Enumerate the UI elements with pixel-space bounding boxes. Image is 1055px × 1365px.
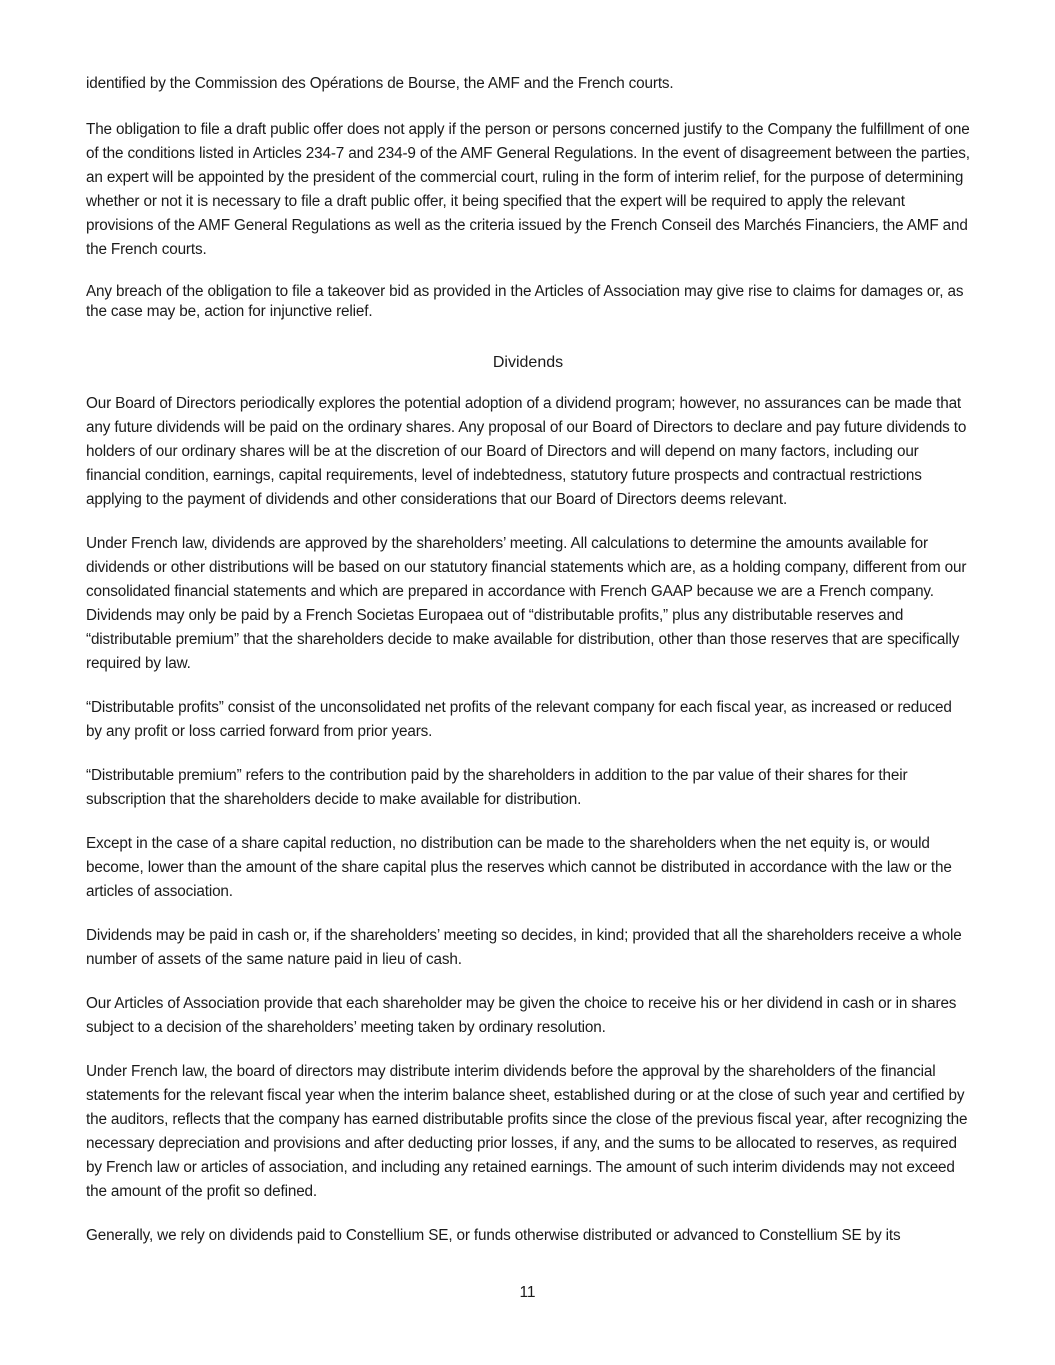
paragraph-distributable-profits: “Distributable profits” consist of the unconsolidated net profits of the relevant company for each fiscal year, as increased or reduced by any profit or loss carried forward from prior years.: [86, 699, 952, 740]
paragraph-dividend-program: Our Board of Directors periodically explores the potential adoption of a dividend program; however, no assurances can be made that any future dividends will be paid on the ordinary shares. Any proposal of our Board of Directors to declare and pay future dividends to holders of our ordinary shares will be at the discretion of our Board of Directors and will depend on many factors, including our financial condition, earnings, capital requirements, level of indebtedness, statutory future prospects and contractual restrictions applying to the payment of dividends and other considerations that our Board of Directors deems relevant.: [86, 395, 967, 508]
paragraph-intro: identified by the Commission des Opérations de Bourse, the AMF and the French courts.: [86, 75, 674, 92]
paragraph-breach-of-obligation: Any breach of the obligation to file a takeover bid as provided in the Articles of Association may give rise to claims for damages or, as the case may be, action for injunctive relief.: [86, 283, 964, 320]
document-page: [86, 72, 970, 1248]
section-heading-dividends: Dividends: [492, 354, 564, 371]
paragraph-cash-or-shares: Our Articles of Association provide that each shareholder may be given the choice to receive his or her dividend in cash or in shares subject to a decision of the shareholders’ meeting taken by ordinary resolution.: [86, 995, 957, 1036]
paragraph-french-law-dividends: Under French law, dividends are approved by the shareholders’ meeting. All calculations to determine the amounts available for dividends or other distributions will be based on our statutory financial statements which are, as a holding company, different from our consolidated financial statements and which are prepared in accordance with French GAAP because we are a French company. Dividends may only be paid by a French Societas Europaea out of “distributable profits,” plus any distributable reserves and “distributable premium” that the shareholders decide to make available for distribution, other than those reserves that are specifically required by law.: [86, 535, 967, 672]
paragraph-distributable-premium: “Distributable premium” refers to the contribution paid by the shareholders in addition to the par value of their shares for their subscription that the shareholders decide to make available for distribution.: [86, 767, 908, 808]
paragraph-reliance-on-dividends: Generally, we rely on dividends paid to Constellium SE, or funds otherwise distributed or advanced to Constellium SE by its: [86, 1227, 901, 1244]
paragraph-capital-reduction: Except in the case of a share capital reduction, no distribution can be made to the shareholders when the net equity is, or would become, lower than the amount of the share capital plus the reserves which cannot be distributed in accordance with the law or the articles of association.: [86, 835, 952, 900]
paragraph-interim-dividends: Under French law, the board of directors may distribute interim dividends before the approval by the shareholders of the financial statements for the relevant fiscal year when the interim balance sheet, established during or at the close of such year and certified by the auditors, reflects that the company has earned distributable profits since the close of the previous fiscal year, after recognizing the necessary depreciation and provisions and after deducting prior losses, if any, and the sums to be allocated to reserves, as required by French law or articles of association, and including any retained earnings. The amount of such interim dividends may not exceed the amount of the profit so defined.: [86, 1063, 968, 1200]
paragraph-draft-offer-exemption: The obligation to file a draft public offer does not apply if the person or persons concerned justify to the Company the fulfillment of one of the conditions listed in Articles 234-7 and 234-9 of the AMF General Regulations. In the event of disagreement between the parties, an expert will be appointed by the president of the commercial court, ruling in the form of interim relief, for the purpose of determining whether or not it is necessary to file a draft public offer, it being specified that the expert will be required to apply the relevant provisions of the AMF General Regulations as well as the criteria issued by the French Conseil des Marchés Financiers, the AMF and the French courts.: [86, 121, 970, 258]
page-number: 11: [519, 1284, 536, 1301]
paragraph-payment-in-kind: Dividends may be paid in cash or, if the shareholders’ meeting so decides, in kind; provided that all the shareholders receive a whole number of assets of the same nature paid in lieu of cash.: [86, 927, 962, 968]
